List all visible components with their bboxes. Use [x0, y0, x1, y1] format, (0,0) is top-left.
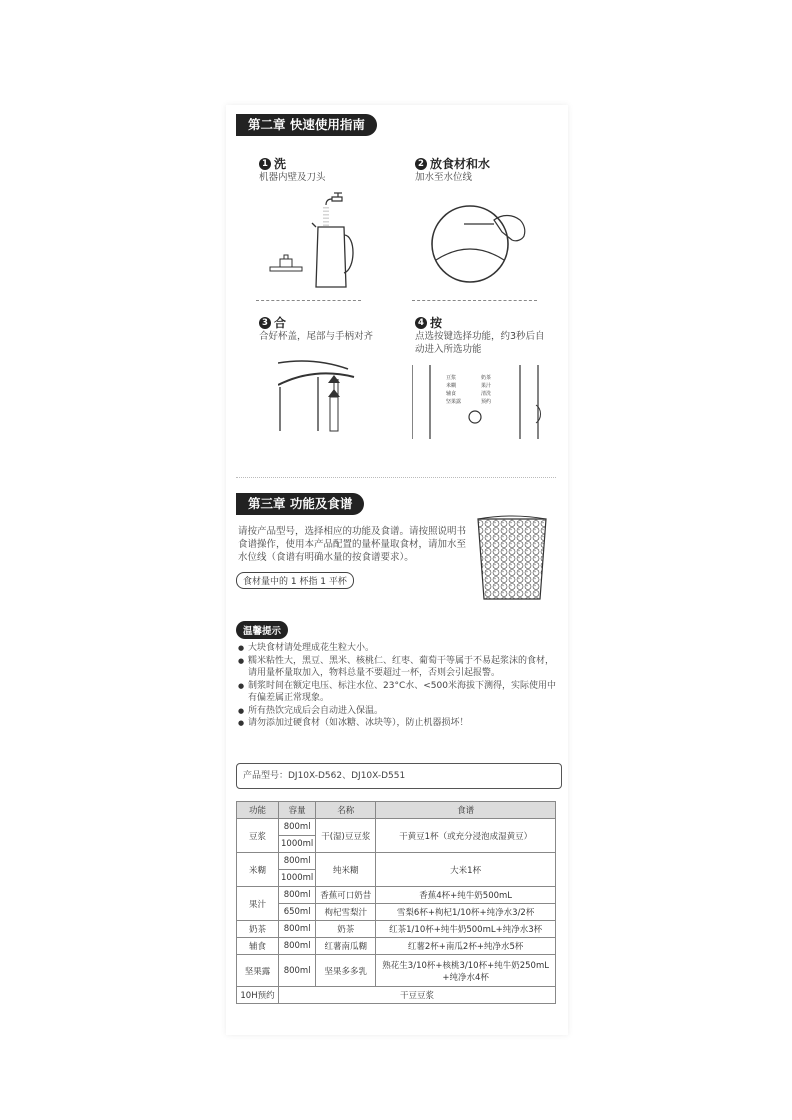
step3-label: 合	[274, 316, 287, 330]
divider-steps-1-2-left	[256, 300, 361, 301]
add-water-illustration	[426, 200, 536, 288]
table-row	[237, 987, 556, 1004]
recipe-line: 熟花生3/10杯+核桃3/10杯+纯牛奶250mL	[382, 960, 549, 971]
table-header-row	[237, 802, 556, 819]
measuring-cup-illustration	[476, 513, 548, 603]
step4-desc: 点选按键选择功能，约3秒后自动进入所选功能	[415, 331, 545, 355]
step3-desc: 合好杯盖，尾部与手柄对齐	[259, 331, 374, 342]
cell-name: 坚果多多乳	[316, 955, 376, 987]
cell-function: 奶茶	[237, 921, 279, 938]
cell-function: 果汁	[237, 887, 279, 921]
panel-label-juice: 果汁	[481, 383, 492, 389]
cell-recipe: 红茶1/10杯+纯牛奶500mL+纯净水3杯	[376, 921, 556, 938]
table-row	[237, 819, 556, 836]
step4-label: 按	[430, 316, 443, 330]
cell-function: 坚果露	[237, 955, 279, 987]
cell-capacity: 1000ml	[279, 836, 316, 853]
table-row	[237, 853, 556, 870]
tip-item: ● 糯米粘性大，黑豆、黑米、核桃仁、红枣、葡萄干等属于不易起浆沫的食材，请用量杯量取加入，物料总量不要超过一杯，否则会引起报警。	[238, 655, 560, 680]
cell-recipe: 干豆豆浆	[279, 987, 556, 1004]
cell-recipe: 香蕉4杯+纯牛奶500mL	[376, 887, 556, 904]
manual-page	[226, 105, 568, 1035]
step1-number: 1	[259, 158, 271, 170]
cup-measure-note: 食材量中的 1 杯指 1 平杯	[236, 572, 354, 589]
tip-item: ● 制浆时间在额定电压、标注水位、23°C水、<500米海拔下测得，实际使用中有偏差属正常现象。	[238, 680, 560, 705]
step2-title	[415, 155, 490, 172]
divider-steps-1-2-right	[412, 300, 537, 301]
cell-recipe: 干黄豆1杯（或充分浸泡成湿黄豆）	[376, 819, 556, 853]
panel-label-nut: 坚果露	[446, 399, 462, 405]
cell-function: 豆浆	[237, 819, 279, 853]
cell-name: 奶茶	[316, 921, 376, 938]
panel-labels	[446, 374, 491, 406]
step4-title	[415, 314, 442, 331]
step2-desc: 加水至水位线	[415, 172, 473, 183]
cell-name: 香蕉可口奶昔	[316, 887, 376, 904]
chapter3-intro: 请按产品型号，选择相应的功能及食谱。请按照说明书食谱操作，使用本产品配置的量杯量取食材，请加水至水位线（食谱有明确水量的按食谱要求）。	[238, 526, 467, 563]
panel-label-soy: 豆浆	[446, 375, 457, 381]
cell-capacity: 800ml	[279, 921, 316, 938]
cell-name: 纯米糊	[316, 853, 376, 887]
panel-label-preset: 预约	[481, 399, 492, 405]
cell-recipe	[376, 955, 556, 987]
cell-function: 辅食	[237, 938, 279, 955]
step1-desc: 机器内壁及刀头	[259, 172, 326, 183]
cell-capacity: 650ml	[279, 904, 316, 921]
divider-section-end	[236, 477, 556, 478]
cell-capacity: 800ml	[279, 938, 316, 955]
step4-number: 4	[415, 317, 427, 329]
step1-label: 洗	[274, 157, 287, 171]
header-name: 名称	[316, 802, 376, 819]
header-recipe: 食谱	[376, 802, 556, 819]
cell-name: 枸杞雪梨汁	[316, 904, 376, 921]
cell-capacity: 1000ml	[279, 870, 316, 887]
table-row	[237, 887, 556, 904]
step2-number: 2	[415, 158, 427, 170]
cell-capacity: 800ml	[279, 955, 316, 987]
cell-capacity: 800ml	[279, 853, 316, 870]
table-row	[237, 938, 556, 955]
recipe-table	[236, 801, 556, 1004]
cell-capacity: 800ml	[279, 887, 316, 904]
table-row	[237, 921, 556, 938]
tip-item: ● 所有热饮完成后会自动进入保温。	[238, 705, 560, 718]
cell-function: 米糊	[237, 853, 279, 887]
cell-recipe: 大米1杯	[376, 853, 556, 887]
panel-label-clean: 清洗	[481, 391, 492, 397]
step3-number: 3	[259, 317, 271, 329]
cell-capacity: 800ml	[279, 819, 316, 836]
model-number-box: 产品型号：DJ10X-D562、DJ10X-D551	[236, 763, 562, 789]
wash-illustration	[266, 187, 366, 292]
tips-list	[238, 642, 560, 730]
step1-title	[259, 155, 286, 172]
panel-label-baby: 辅食	[446, 391, 457, 397]
panel-label-rice: 米糊	[446, 383, 457, 389]
table-row	[237, 955, 556, 987]
tip-item: ● 请勿添加过硬食材（如冰糖、冰块等），防止机器损坏！	[238, 717, 560, 730]
cell-name: 干(湿)豆豆浆	[316, 819, 376, 853]
header-capacity: 容量	[279, 802, 316, 819]
cell-name: 红薯南瓜糊	[316, 938, 376, 955]
header-function: 功能	[237, 802, 279, 819]
step3-title	[259, 314, 286, 331]
close-lid-illustration	[278, 355, 358, 437]
cell-recipe: 雪梨6杯+枸杞1/10杯+纯净水3/2杯	[376, 904, 556, 921]
chapter3-title: 第三章 功能及食谱	[236, 493, 364, 515]
step2-label: 放食材和水	[430, 157, 491, 171]
cell-function: 10H预约	[237, 987, 279, 1004]
table-row	[237, 904, 556, 921]
recipe-line: +纯净水4杯	[442, 972, 489, 983]
tips-label: 温馨提示	[236, 621, 288, 639]
chapter2-title: 第二章 快速使用指南	[236, 114, 377, 136]
panel-label-tea: 奶茶	[481, 375, 492, 381]
tip-item: ● 大块食材请处理成花生粒大小。	[238, 642, 560, 655]
cell-recipe: 红薯2杯+南瓜2杯+纯净水5杯	[376, 938, 556, 955]
